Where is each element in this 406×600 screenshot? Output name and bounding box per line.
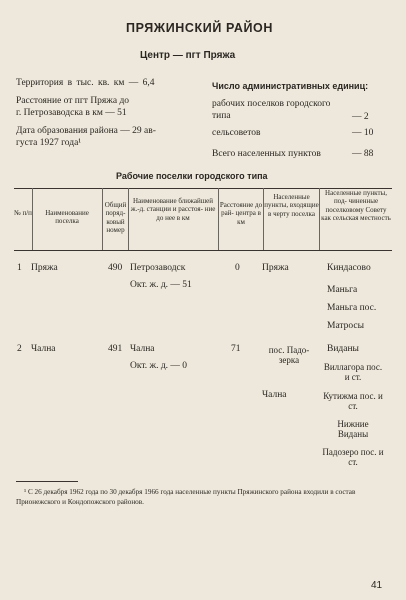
header-dist: Расстояние до рай- центра в км (219, 201, 263, 226)
header-num: № п/п (14, 209, 32, 217)
page-title: ПРЯЖИНСКИЙ РАЙОН (126, 21, 274, 35)
row-subord: Падозеро пос. и ст. (322, 447, 384, 468)
territory-line: Территория в тыс. кв. км — 6,4 (16, 78, 155, 88)
formation-line-1: Дата образования района — 29 ав- (16, 126, 156, 136)
admin-row-1-label-1: рабочих поселков городского (212, 99, 331, 109)
admin-row-3-value: — 88 (352, 149, 374, 159)
row-dist: 71 (231, 344, 241, 354)
col-divider (32, 188, 33, 250)
row-name: Пряжа (31, 263, 58, 273)
formation-line-2: густа 1927 года¹ (16, 138, 82, 148)
admin-row-1-label-2: типа (212, 111, 231, 121)
row-dist: 0 (235, 263, 240, 273)
distance-line-2: г. Петрозаводска в км — 51 (16, 108, 127, 118)
row-seq: 490 (108, 263, 123, 273)
admin-row-2-label: сельсоветов (212, 128, 261, 138)
row-subord: Маньга (327, 285, 358, 295)
row-station-dist: Окт. ж. д. — 51 (130, 280, 192, 290)
row-station-name: Петрозаводск (130, 263, 186, 273)
distance-line-1: Расстояние от пгт Пряжа до (16, 96, 130, 106)
row-subord: Нижние Виданы (337, 419, 369, 440)
col-divider (128, 188, 129, 250)
row-subord: Виллагора пос. и ст. (323, 362, 383, 383)
header-subord: Населенные пункты, под- чиненные поселковому Совету как сельская местность (321, 189, 391, 223)
admin-units-heading: Число административных единиц: (212, 81, 369, 91)
row-subord: Виданы (327, 344, 359, 354)
row-num: 1 (17, 263, 22, 273)
page-number: 41 (371, 580, 383, 591)
row-subord: Матросы (327, 321, 365, 331)
row-num: 2 (17, 344, 22, 354)
row-subord: Киндасово (327, 263, 371, 273)
row-subord: Маньга пос. (327, 303, 377, 313)
footnote: ¹ С 26 декабря 1962 года по 30 декабря 1966 года населенные пункты Пряжинского района входили в состав Прионежского и Кондопожского районов. (16, 488, 356, 506)
district-center: Центр — пгт Пряжа (140, 50, 236, 61)
admin-row-1-value: — 2 (352, 112, 369, 122)
table-title: Рабочие поселки городского типа (116, 171, 268, 181)
admin-row-2-value: — 10 (352, 128, 374, 138)
row-name: Чална (31, 344, 56, 354)
row-station-dist: Окт. ж. д. — 0 (130, 361, 188, 371)
row-subord: Кутижма пос. и ст. (323, 391, 383, 412)
row-within: пос. Падо- зерка (268, 345, 310, 366)
row-within: Чална (262, 390, 287, 400)
table-header-rule (14, 250, 392, 251)
header-name: Наименование поселка (45, 209, 89, 226)
row-station-name: Чална (130, 344, 155, 354)
row-within: Пряжа (262, 263, 289, 273)
admin-row-3-label: Всего населенных пунктов (212, 149, 321, 159)
row-seq: 491 (108, 344, 123, 354)
header-station: Наименование ближайшей ж.-д. станции и расстоя- ние до нее в км (130, 197, 216, 222)
header-within: Населенные пункты, входящие в черту поселка (264, 193, 319, 218)
footnote-rule (16, 481, 78, 482)
header-seq: Общий поряд- ковый номер (104, 201, 127, 235)
